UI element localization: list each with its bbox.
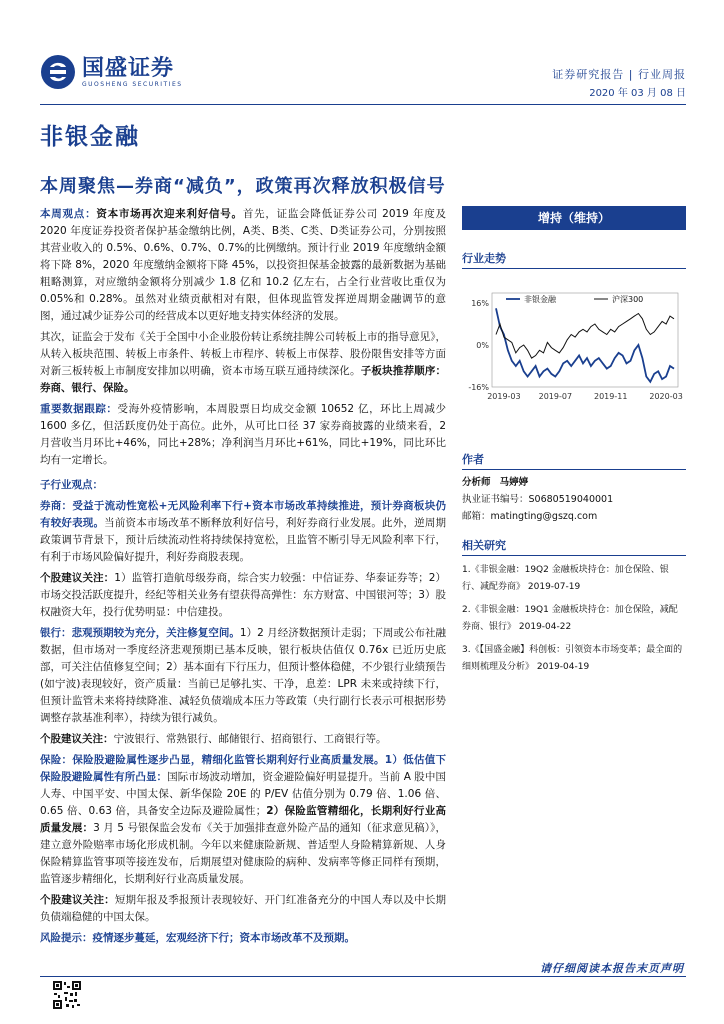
series-line <box>496 308 674 382</box>
list-item[interactable]: 2.《非银金融：19Q1 金融板块持仓：加仓保险，减配券商、银行》 2019-04-22 <box>462 605 678 632</box>
sub-industry-heading: 子行业观点： <box>40 479 103 491</box>
x-tick-label: 2019-03 <box>487 392 521 401</box>
y-tick-label: 16% <box>471 299 489 308</box>
analyst-info <box>462 474 686 525</box>
paragraph-insurance: 保险：保险股避险属性逐步凸显，精细化监管长期利好行业高质量发展。1）低估值下保险股避险属性有所凸显：国际市场波动增加，资金避险偏好明显提升。当前 A 股中国人寿、中国平安、中国太保、新华保险 20E 的 P/EV 估值分别为 0.79 倍、1.06 倍、0.65 倍、0.63 倍，具备安全边际及避险属性；2）保险监管精细化，长期利好行业高质量发展：3 月 5 号银保监会发布《关于加强排查意外险产品的通知（征求意见稿）》，建立意外险赔率市场化形成机制。今年以来健康险新规、普适型人身险精算新规、人身保险精算监管事项等接连发布，后期展望对健康险的病种、发病率等修正同样有预期，监管逐步精细化，长期利好行业高质量发展。 <box>40 754 447 885</box>
guosheng-logo-icon <box>40 54 76 90</box>
paragraph-data-tracking: 重要数据跟踪：受海外疫情影响，本周股票日均成交金额 10652 亿，环比上周减少 1600 多亿，但活跃度仍处于高位。此外，从可比口径 37 家券商披露的业绩来看，2 月营收当月环比+46%，同比+28%；净利润当月环比+61%，同比+19%，同比环比均有一定增长。 <box>40 403 446 466</box>
sector-title: 非银金融 <box>40 124 140 150</box>
sidebar <box>462 206 686 682</box>
paragraph-bank-stocks: 个股建议关注：宁波银行、常熟银行、邮储银行、招商银行、工商银行等。 <box>40 733 387 745</box>
paragraph-insurance-stocks: 个股建议关注：短期年报及季报预计表现较好、开门红准备充分的中国人寿以及中长期负债端稳健的中国太保。 <box>40 894 447 923</box>
trend-chart-svg <box>462 275 686 415</box>
paragraph-risk: 风险提示：疫情逐步蔓延，宏观经济下行；资本市场改革不及预期。 <box>40 932 355 944</box>
x-tick-label: 2019-11 <box>593 392 628 401</box>
paragraph-broker-stocks: 个股建议关注：1）监管打造航母级券商，综合实力较强：中信证券、华泰证券等；2）市场交投活跃度提升，经纪等相关业务有望获得高弹性：东方财富、中国银河等；3）股权融资大年，投行优势明显：中信建投。 <box>40 572 446 618</box>
paragraph-transfer-board: 其次，证监会于发布《关于全国中小企业股份转让系统挂牌公司转板上市的指导意见》，从转入板块范围、转板上市条件、转板上市程序、转板上市保荐、股份限售安排等方面对新三板转板上市制度安排加以明确，资本市场互联互通持续深化。子板块推荐顺序：券商、银行、保险。 <box>40 331 447 394</box>
disclaimer-notice: 请仔细阅读本报告末页声明 <box>540 962 684 975</box>
qr-code-icon <box>52 980 82 1010</box>
logo-chinese-name: 国盛证券 <box>82 55 175 81</box>
rating-badge: 增持（维持） <box>462 206 686 230</box>
report-body <box>40 206 446 951</box>
logo-english-name: GUOSHENG SECURITIES <box>82 80 183 88</box>
trend-heading: 行业走势 <box>462 250 686 269</box>
y-tick-label: -16% <box>468 383 489 392</box>
list-item[interactable]: 1.《非银金融：19Q2 金融板块持仓：加仓保险、银行、减配券商》 2019-07-19 <box>462 565 669 592</box>
analyst-cert-row: 执业证书编号：S0680519040001 <box>462 494 614 505</box>
legend-label: 非银金融 <box>524 295 556 304</box>
legend-label: 沪深300 <box>612 295 644 304</box>
x-tick-label: 2019-07 <box>538 392 573 401</box>
related-research-heading: 相关研究 <box>462 537 686 556</box>
list-item[interactable]: 3.《【国盛金融】科创板：引领资本市场变革；最全面的细则梳理及分析》 2019-04-19 <box>462 645 683 672</box>
paragraph-banks: 银行：悲观预期较为充分，关注修复空间。1）2 月经济数据预计走弱；下周或公布社融数据，但市场对一季度经济悲观预期已基本反映，银行板块估值仅 0.76x 已近历史底部，可关注估值修复空间；2）基本面有下行压力，但预计整体稳健，不少银行业绩预告(如宁波)表现较好，资产质量：当前已足够扎实、干净，息差：LPR 未来或持续下行，但预计监管未来将持续降准、减轻负债端成本压力等政策（央行副行长表示可根据形势调整存款基准利率），持续为银行减负。 <box>40 627 447 724</box>
chart-frame <box>492 293 678 387</box>
report-type: 证券研究报告 | 行业周报 <box>552 68 686 81</box>
y-tick-label: 0% <box>476 341 489 350</box>
analyst-email-row: 邮箱：matingting@gszq.com <box>462 511 598 522</box>
analyst-name-row: 分析师 马婷婷 <box>462 477 529 488</box>
page-header <box>40 54 686 104</box>
paragraph-brokers: 券商：受益于流动性宽松+无风险利率下行+资本市场改革持续推进，预计券商板块仍有较好表现。当前资本市场改革不断释放利好信号，利好券商行业发展。此外，逆周期政策调节背景下，预计后续流动性将持续保持宽松，且监管不断引导无风险利率下行，有利于市场风险偏好提升，利好券商股表现。 <box>40 500 447 563</box>
x-tick-label: 2020-03 <box>649 392 683 401</box>
paragraph-weekly-view: 本周观点：资本市场再次迎来利好信号。首先，证监会降低证券公司 2019 年度及 2020 年度证券投资者保护基金缴纳比例，A类、B类、C类、D类证券公司，分别按照其营业收入的 0.5%、0.6%、0.7%、0.7%的比例缴纳。预计行业 2019 年度缴纳金额将下降 8%，2020 年度缴纳金额将下降 45%，以投资担保基金披露的最新数据为基础粗略测算，对应缴纳金额将分别减少 1.8 亿和 10.2 亿左右，占全行业营收比重仅为 0.05%和 0.28%。虽然对业绩贡献相对有限，但体现监管发挥逆周期金融调节的意图，通过减少证券公司的经营成本以更好地支持实体经济的发展。 <box>40 208 447 322</box>
report-title: 本周聚焦—券商“减负”，政策再次释放积极信号 <box>40 176 446 197</box>
series-line <box>496 314 674 359</box>
header-divider <box>40 104 686 105</box>
author-heading: 作者 <box>462 451 686 470</box>
company-logo <box>40 54 183 90</box>
report-date: 2020 年 03 月 08 日 <box>589 88 686 99</box>
industry-trend-chart <box>462 275 686 415</box>
footer-divider <box>40 976 686 977</box>
related-research-list <box>462 562 686 676</box>
